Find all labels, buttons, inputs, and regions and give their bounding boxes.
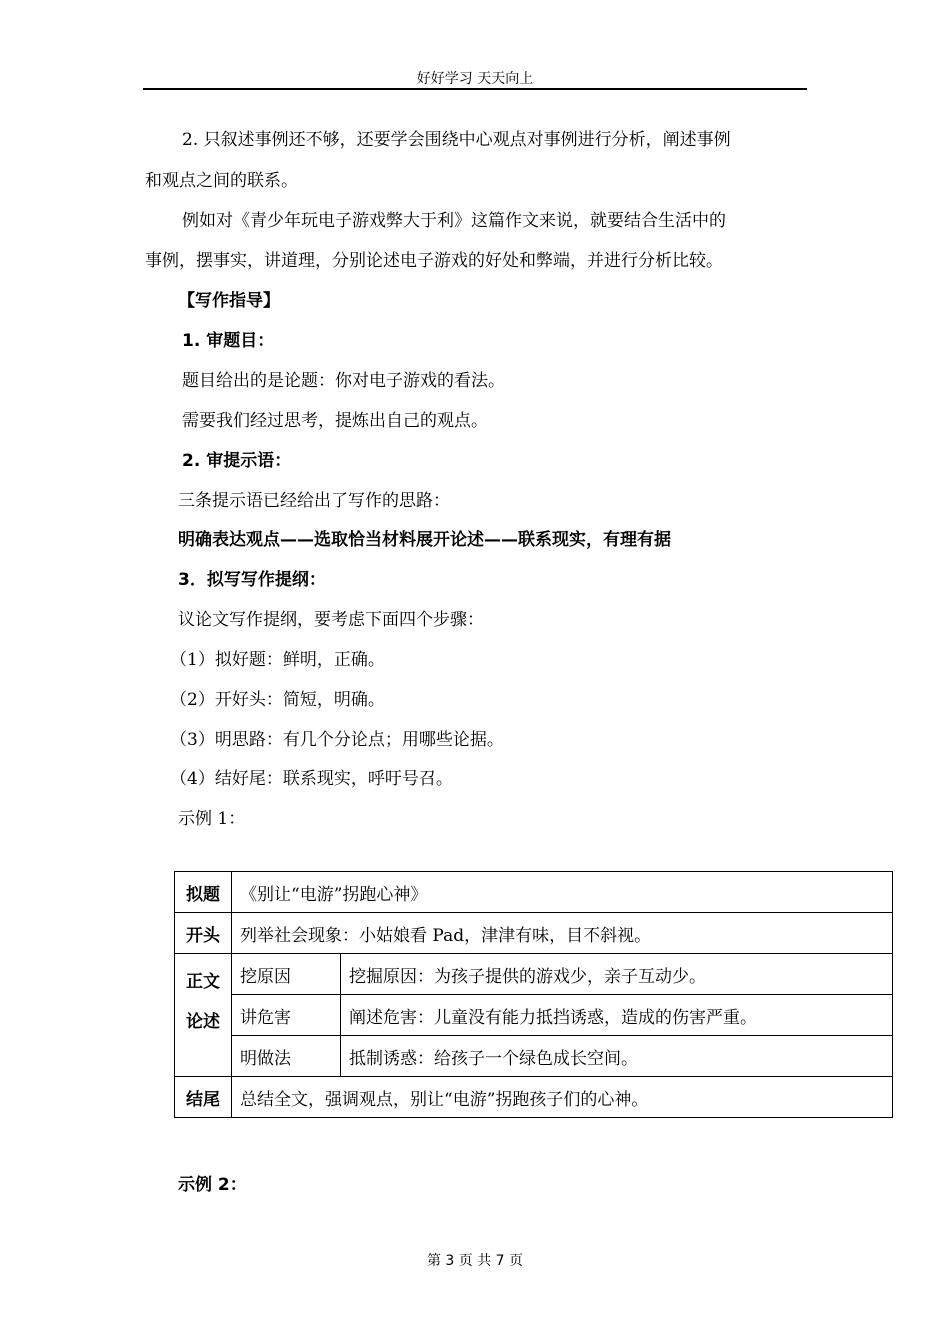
example-2-label: 示例 2： <box>178 1175 247 1195</box>
step-item: （1）拟好题：鲜明，正确。 <box>170 650 385 670</box>
row-opening-text: 列举社会现象：小姑娘看 Pad，津津有味，目不斜视。 <box>232 913 893 954</box>
writing-guide-heading: 【写作指导】 <box>178 291 280 311</box>
step-item: （4）结好尾：联系现实，呼吁号召。 <box>170 769 453 789</box>
row-body-text-2: 阐述危害：儿童没有能力抵挡诱惑，造成的伤害严重。 <box>341 995 893 1036</box>
section-2-outline-flow: 明确表达观点——选取恰当材料展开论述——联系现实，有理有据 <box>178 530 671 550</box>
row-body-head-line-1: 正文 <box>186 972 220 992</box>
section-1-title: 1. 审题目： <box>182 331 275 351</box>
table-row <box>175 913 893 954</box>
table-row <box>175 954 893 995</box>
table-row <box>175 995 893 1036</box>
paragraph-1-line-2: 和观点之间的联系。 <box>145 171 298 191</box>
row-body-head-line-2: 论述 <box>186 1012 220 1032</box>
row-title-head: 拟题 <box>175 872 232 913</box>
table-row <box>175 872 893 913</box>
page-footer: 第 3 页 共 7 页 <box>426 1253 524 1269</box>
step-item: （2）开好头：简短，明确。 <box>170 690 385 710</box>
row-ending-head: 结尾 <box>175 1077 232 1118</box>
section-3-line-1: 议论文写作提纲，要考虑下面四个步骤： <box>178 610 484 630</box>
table-row <box>175 1036 893 1077</box>
row-opening-head: 开头 <box>175 913 232 954</box>
section-2-title: 2. 审提示语： <box>182 451 292 471</box>
step-item: （3）明思路：有几个分论点；用哪些论据。 <box>170 730 504 750</box>
row-body-sub-3: 明做法 <box>232 1036 341 1077</box>
row-title-text: 《别让“电游”拐跑心神》 <box>232 872 893 913</box>
paragraph-2-line-1: 例如对《青少年玩电子游戏弊大于利》这篇作文来说，就要结合生活中的 <box>182 211 726 231</box>
outline-table <box>174 871 893 1118</box>
row-ending-text: 总结全文，强调观点，别让“电游”拐跑孩子们的心神。 <box>232 1077 893 1118</box>
section-1-line-1: 题目给出的是论题：你对电子游戏的看法。 <box>182 371 505 391</box>
page-header: 好好学习 天天向上 <box>416 71 534 87</box>
paragraph-2-line-2: 事例，摆事实，讲道理，分别论述电子游戏的好处和弊端，并进行分析比较。 <box>145 251 723 271</box>
row-body-sub-2: 讲危害 <box>232 995 341 1036</box>
row-body-sub-1: 挖原因 <box>232 954 341 995</box>
paragraph-1-line-1: 2. 只叙述事例还不够，还要学会围绕中心观点对事例进行分析，阐述事例 <box>182 130 731 150</box>
example-1-label: 示例 1： <box>178 809 246 829</box>
section-3-title: 3．拟写写作提纲： <box>178 570 326 590</box>
row-body-text-1: 挖掘原因：为孩子提供的游戏少，亲子互动少。 <box>341 954 893 995</box>
row-body-text-3: 抵制诱惑：给孩子一个绿色成长空间。 <box>341 1036 893 1077</box>
section-2-line-1: 三条提示语已经给出了写作的思路： <box>178 491 450 511</box>
header-rule <box>143 88 807 90</box>
table-row <box>175 1077 893 1118</box>
section-1-line-2: 需要我们经过思考，提炼出自己的观点。 <box>182 411 488 431</box>
row-body-head <box>175 954 232 1077</box>
